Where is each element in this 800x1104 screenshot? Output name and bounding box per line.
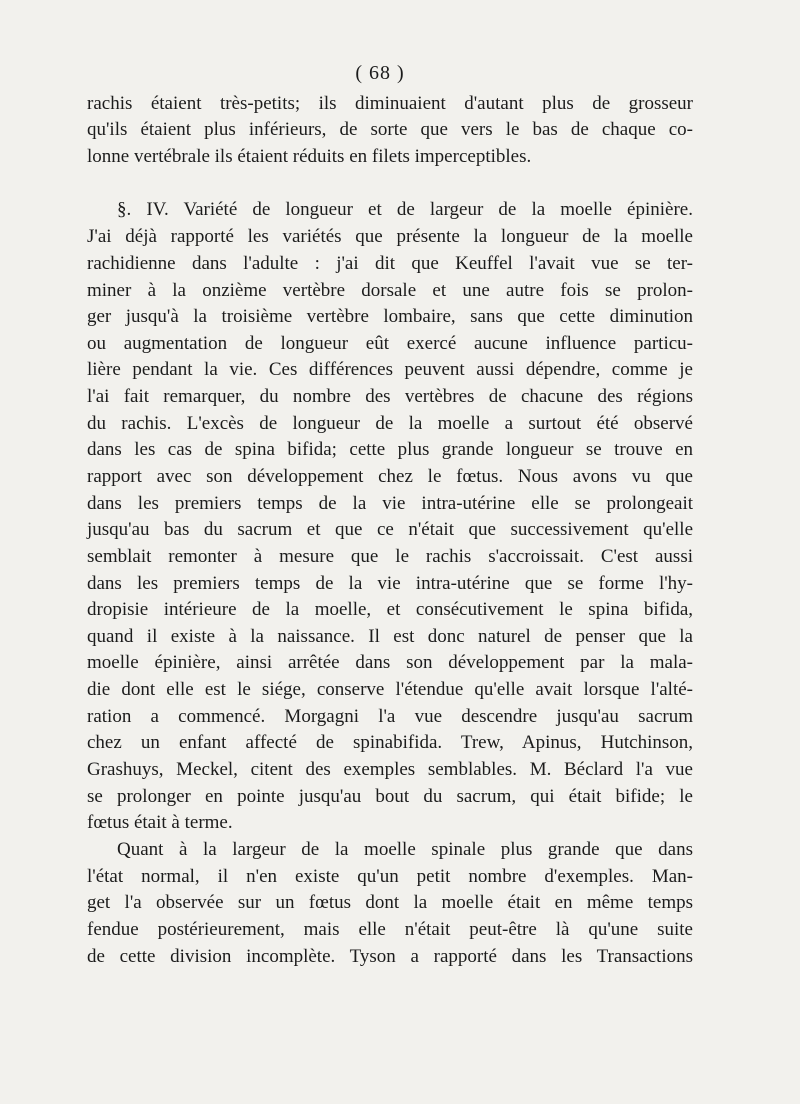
- text-line: de cette division incomplète. Tyson a rapporté dans les Transactions: [87, 946, 693, 967]
- text-line: dans les cas de spina bifida; cette plus grande longueur se trouve en: [87, 439, 693, 460]
- text-line: Quant à la largeur de la moelle spinale plus grande que dans: [117, 839, 693, 860]
- text-line: moelle épinière, ainsi arrêtée dans son développement par la mala-: [87, 652, 693, 673]
- text-line: jusqu'au bas du sacrum et que ce n'était que successivement qu'elle: [87, 519, 693, 540]
- text-line: lière pendant la vie. Ces différences peuvent aussi dépendre, comme je: [87, 359, 693, 380]
- text-line: Grashuys, Meckel, citent des exemples semblables. M. Béclard l'a vue: [87, 759, 693, 780]
- text-line: dans les premiers temps de la vie intra-utérine elle se prolongeait: [87, 493, 693, 514]
- text-line: lonne vertébrale ils étaient réduits en filets imperceptibles.: [87, 146, 532, 167]
- text-line: du rachis. L'excès de longueur de la moelle a surtout été observé: [87, 413, 693, 434]
- page-number: ( 68 ): [355, 62, 405, 84]
- text-line: ou augmentation de longueur eût exercé aucune influence particu-: [87, 333, 693, 354]
- text-line: l'ai fait remarquer, du nombre des vertèbres de chacune des régions: [87, 386, 693, 407]
- text-line: get l'a observée sur un fœtus dont la moelle était en même temps: [87, 892, 693, 913]
- text-line: miner à la onzième vertèbre dorsale et une autre fois se prolon-: [87, 280, 693, 301]
- text-line: rapport avec son développement chez le fœtus. Nous avons vu que: [87, 466, 693, 487]
- text-line: rachidienne dans l'adulte : j'ai dit que Keuffel l'avait vue se ter-: [87, 253, 693, 274]
- text-line: rachis étaient très-petits; ils diminuaient d'autant plus de grosseur: [87, 93, 693, 114]
- text-line: fœtus était à terme.: [87, 812, 233, 833]
- text-line: die dont elle est le siége, conserve l'étendue qu'elle avait lorsque l'alté-: [87, 679, 693, 700]
- text-line: ration a commencé. Morgagni l'a vue descendre jusqu'au sacrum: [87, 706, 693, 727]
- text-line: dans les premiers temps de la vie intra-utérine que se forme l'hy-: [87, 573, 693, 594]
- text-line: J'ai déjà rapporté les variétés que présente la longueur de la moelle: [87, 226, 693, 247]
- text-line: chez un enfant affecté de spinabifida. Trew, Apinus, Hutchinson,: [87, 732, 693, 753]
- text-line: quand il existe à la naissance. Il est donc naturel de penser que la: [87, 626, 693, 647]
- text-line: ger jusqu'à la troisième vertèbre lombaire, sans que cette diminution: [87, 306, 693, 327]
- text-line: qu'ils étaient plus inférieurs, de sorte que vers le bas de chaque co-: [87, 119, 693, 140]
- text-line: se prolonger en pointe jusqu'au bout du sacrum, qui était bifide; le: [87, 786, 693, 807]
- text-line: l'état normal, il n'en existe qu'un petit nombre d'exemples. Man-: [87, 866, 693, 887]
- text-line: semblait remonter à mesure que le rachis s'accroissait. C'est aussi: [87, 546, 693, 567]
- text-line: fendue postérieurement, mais elle n'était peut-être là qu'une suite: [87, 919, 693, 940]
- section-heading: §. IV. Variété de longueur et de largeur de la moelle épinière.: [117, 199, 693, 220]
- text-line: dropisie intérieure de la moelle, et consécutivement le spina bifida,: [87, 599, 693, 620]
